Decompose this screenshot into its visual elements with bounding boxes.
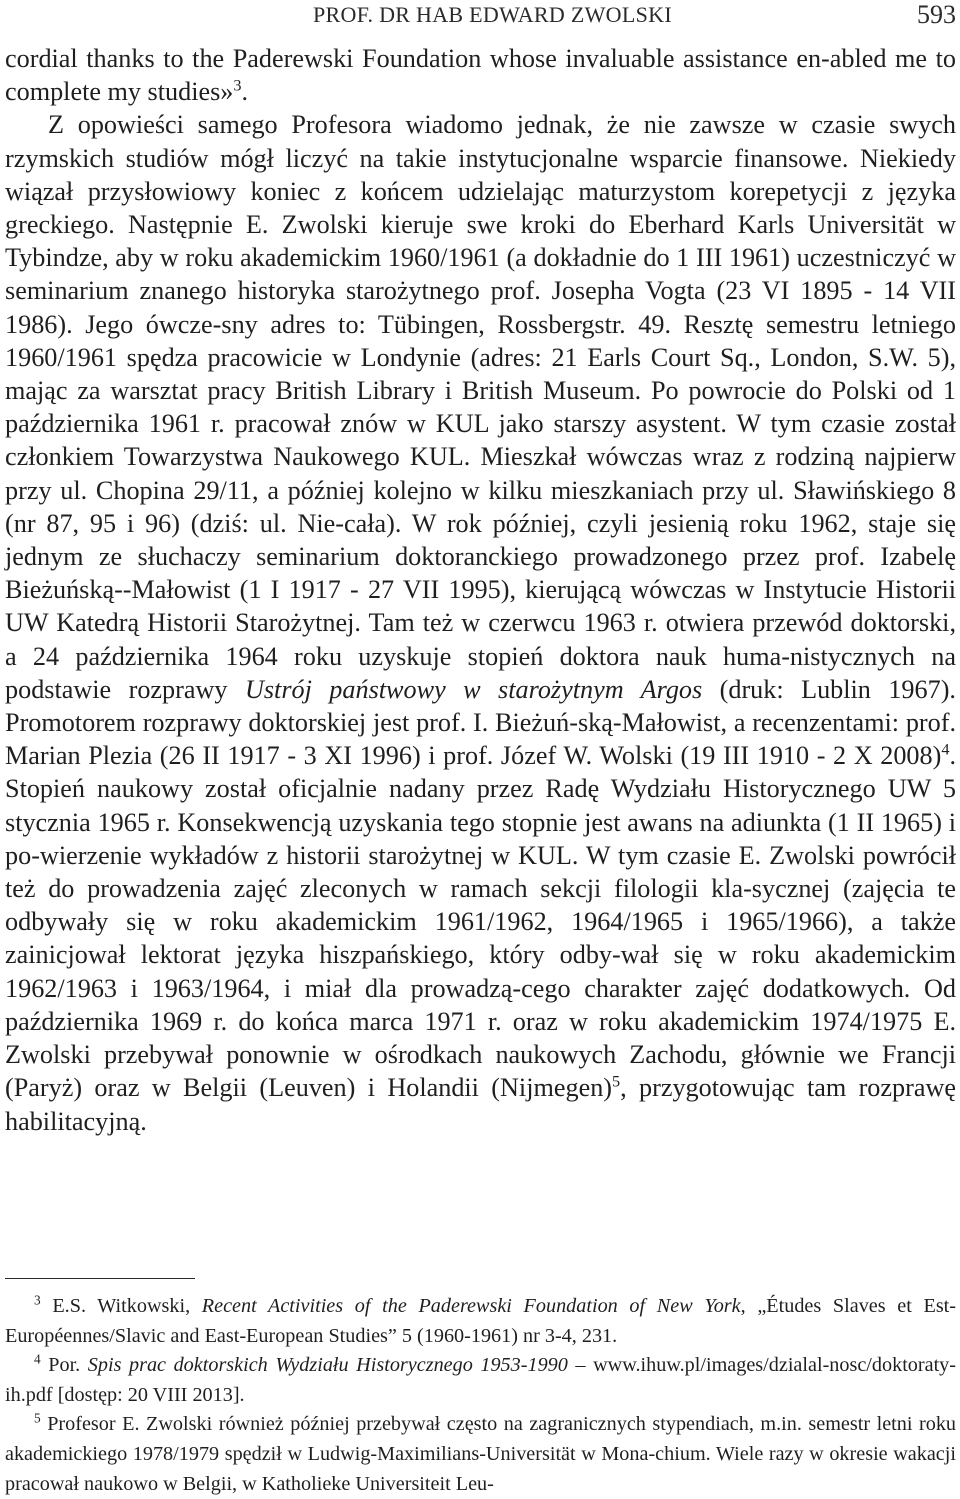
- footnote-text: E.S. Witkowski,: [52, 1295, 202, 1317]
- paragraph-text: Z opowieści samego Profesora wiadomo jednak, że nie zawsze w czasie swych rzymskich studiów mógł liczyć na takie instytucjonalne wsparcie finansowe. Niekiedy wiązał przysłowiowy koniec z końcem udzielając maturzystom korepetycji z języka greckiego. Następnie E. Zwolski kieruje swe kroki do Eberhard Karls Universität w Tybindze, aby w roku akademickim 1960/1961 (a dokładnie do 1 III 1961) uczestniczyć w seminarium znanego historyka starożytnego prof. Josepha Vogta (23 VI 1895 - 14 VII 1986). Jego ówcze-sny adres to: Tübingen, Rossbergstr. 49. Resztę semestru letniego 1960/1961 spędza pracowicie w Londynie (adres: 21 Earls Court Sq., London, S.W. 5), mając za warsztat pracy British Library i British Museum. Po powrocie do Polski od 1 października 1961 r. pracował znów w KUL jako starszy asystent. W tym czasie został członkiem Towarzystwa Naukowego KUL. Mieszkał wówczas wraz z rodziną najpierw przy ul. Chopina 29/11, a później kolejno w kilku mieszkaniach przy ul. Sławińskiego 8 (nr 87, 95 i 96) (dziś: ul. Nie-cała). W rok później, czyli jesienią roku 1962, staje się jednym ze słuchaczy seminarium doktoranckiego prowadzonego przez prof. Izabelę Bieżuńską--Małowist (1 I 1917 - 27 VII 1995), kierującą wówczas w Instytucie Historii UW Katedrą Historii Starożytnej. Tam też w czerwcu 1963 r. otwiera przewód doktorski, a 24 października 1964 roku uzyskuje stopień doktora nauk huma-nistycznych na podstawie rozprawy: [5, 110, 956, 704]
- running-title: PROF. DR HAB EDWARD ZWOLSKI: [313, 2, 672, 27]
- footnote-5: [5, 1410, 956, 1499]
- running-header: [0, 0, 960, 30]
- footnote-text: Profesor E. Zwolski również później przebywał często na zagranicznych stypendiach, m.in. semestr letni roku akademickiego 1978/1979 spędził w Ludwig-Maximilians-Universität w Mona-chium. Wiele razy w okresie wakacji pracował naukowo w Belgii, w Katholieke Universiteit Leu-: [5, 1413, 957, 1495]
- paragraph-text: .: [241, 77, 249, 107]
- footnote-number: 3: [34, 1292, 41, 1308]
- footnote-3: [5, 1292, 956, 1351]
- footnote-text: , „Études Slaves et Est-Européennes/Slavic and East-European Studies” 5 (1960-1961) nr 3-4, 231.: [5, 1295, 957, 1347]
- footnote-ref-3[interactable]: 3: [233, 76, 242, 95]
- paragraph-text: . Stopień naukowy został oficjalnie nadany przez Radę Wydziału Historycznego UW 5 stycznia 1965 r. Konsekwencją uzyskania tego stopnie jest awans na adiunkta (1 II 1965) i po-wierzenie wykładów z historii starożytnej w KUL. W tym czasie E. Zwolski powrócił też do prowadzenia zajęć zleconych w ramach sekcji filologii kla-sycznej (zajęcia te odbywały się w roku akademickim 1961/1962, 1964/1965 i 1965/1966), a także zainicjował lektorat języka hiszpańskiego, który odby-wał się w roku akademickim 1962/1963 i 1963/1964, i miał dla prowadzą-cego charakter zajęć dodatkowych. Od października 1969 r. do końca marca 1971 r. oraz w roku akademickim 1974/1975 E. Zwolski przebywał ponownie w ośrodkach naukowych Zachodu, głównie we Francji (Paryż) oraz w Belgii (Leuven) i Holandii (Nijmegen): [5, 741, 956, 1103]
- paragraph-text: , przygotowując tam rozprawę habilitacyjną.: [5, 1073, 956, 1136]
- paragraph-continuation: [5, 42, 956, 108]
- footnote-title: Spis prac doktorskich Wydziału Historycznego 1953-1990: [87, 1354, 568, 1377]
- footnote-ref-4[interactable]: 4: [941, 740, 950, 759]
- footnote-ref-5[interactable]: 5: [612, 1072, 621, 1091]
- footnote-title: Recent Activities of the Paderewski Foundation of New York: [201, 1295, 741, 1317]
- footnote-number: 4: [34, 1351, 41, 1367]
- paragraph-text: cordial thanks to the Paderewski Foundation whose invaluable assistance en-abled me to complete my studies»: [5, 44, 956, 107]
- footnote-text: – www.ihuw.pl/images/dzialal-nosc/doktoraty-ih.pdf [dostęp: 20 VIII 2013].: [5, 1354, 956, 1406]
- footnotes: [5, 1292, 956, 1499]
- body-text: [5, 42, 956, 1138]
- footnote-text: Por.: [48, 1354, 88, 1377]
- paragraph-text: (druk: Lublin 1967). Promotorem rozprawy doktorskiej jest prof. I. Bieżuń-ską-Małowist, a recenzentami: prof. Marian Plezia (26 II 1917 - 3 XI 1996) i prof. Józef W. Wolski (19 III 1910 - 2 X 2008): [5, 674, 956, 771]
- footnote-4: [5, 1351, 956, 1410]
- dissertation-title: Ustrój państwowy w starożytnym Argos: [244, 674, 703, 704]
- paragraph: [5, 108, 956, 1137]
- footnote-separator: [5, 1278, 195, 1279]
- page-number: 593: [917, 0, 956, 29]
- footnote-number: 5: [34, 1410, 41, 1426]
